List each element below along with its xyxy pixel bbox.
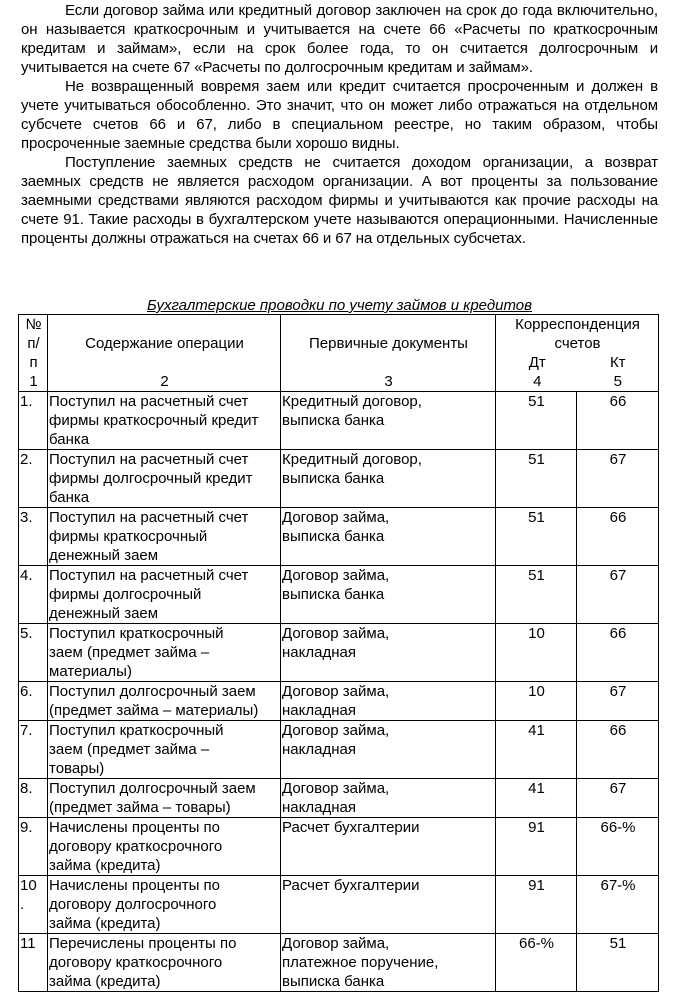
cell-line: Поступил краткосрочный	[49, 625, 224, 642]
cell-line: 1.	[20, 393, 33, 410]
table-row	[19, 721, 659, 779]
cell-line: 10	[20, 877, 37, 894]
cell-num	[19, 818, 48, 876]
cell-operation	[48, 682, 281, 721]
cell-line: Расчет бухгалтерии	[282, 819, 420, 836]
cell-line: Начислены проценты по	[49, 819, 221, 836]
cell-line: (предмет займа – материалы)	[49, 702, 259, 719]
cell-num	[19, 624, 48, 682]
cell-line: выписка банка	[282, 586, 385, 603]
cell-debit: 91	[496, 876, 577, 934]
cell-debit: 51	[496, 566, 577, 624]
cell-line: платежное поручение,	[282, 954, 439, 971]
cell-line: 3.	[20, 509, 33, 526]
header-operation: Содержание операции 2	[48, 315, 281, 392]
cell-line: фирмы краткосрочный	[49, 528, 208, 545]
table-row	[19, 624, 659, 682]
paragraph-2: Не возвращенный вовремя заем или кредит считается просроченным и должен в учете учитываться обособленно. Это значит, что он может либо отражаться на отдельном субсчете счетов 66 и 67, либо в специальном реестре, но таким образом, чтобы просроченные заемные средства были хорошо видны.	[21, 78, 658, 152]
cell-line: Договор займа,	[282, 722, 390, 739]
cell-line: договору долгосрочного	[49, 896, 217, 913]
cell-line: 9.	[20, 819, 33, 836]
cell-line: Кредитный договор,	[282, 393, 422, 410]
cell-operation	[48, 450, 281, 508]
cell-line: товары)	[49, 760, 105, 777]
cell-credit: 67	[577, 779, 659, 818]
cell-line: фирмы долгосрочный кредит	[49, 470, 253, 487]
cell-documents	[281, 508, 496, 566]
cell-num	[19, 392, 48, 450]
cell-documents	[281, 779, 496, 818]
cell-line: Договор займа,	[282, 567, 390, 584]
cell-documents	[281, 934, 496, 992]
cell-line: Договор займа,	[282, 625, 390, 642]
cell-documents	[281, 566, 496, 624]
cell-line: Начислены проценты по	[49, 877, 221, 894]
cell-line: Поступил краткосрочный	[49, 722, 224, 739]
cell-line: Поступил на расчетный счет	[49, 393, 249, 410]
cell-line: заем (предмет займа –	[49, 741, 210, 758]
cell-documents	[281, 682, 496, 721]
cell-credit: 51	[577, 934, 659, 992]
cell-num	[19, 779, 48, 818]
cell-line: договору краткосрочного	[49, 954, 223, 971]
cell-line: Поступил на расчетный счет	[49, 509, 249, 526]
header-row	[19, 315, 659, 392]
cell-operation	[48, 721, 281, 779]
cell-line: договору краткосрочного	[49, 838, 223, 855]
cell-line: выписка банка	[282, 528, 385, 545]
cell-operation	[48, 876, 281, 934]
cell-num	[19, 566, 48, 624]
cell-debit: 91	[496, 818, 577, 876]
table-row	[19, 682, 659, 721]
cell-line: накладная	[282, 702, 356, 719]
table-row	[19, 779, 659, 818]
cell-operation	[48, 934, 281, 992]
cell-line: 5.	[20, 625, 33, 642]
cell-credit: 67	[577, 450, 659, 508]
cell-line: Договор займа,	[282, 683, 390, 700]
entries-table	[18, 314, 659, 992]
cell-debit: 51	[496, 508, 577, 566]
cell-line: выписка банка	[282, 470, 385, 487]
header-documents: Первичные документы 3	[281, 315, 496, 392]
cell-debit: 41	[496, 779, 577, 818]
cell-line: фирмы долгосрочный	[49, 586, 202, 603]
cell-line: Поступил долгосрочный заем	[49, 683, 256, 700]
cell-line: накладная	[282, 741, 356, 758]
cell-operation	[48, 508, 281, 566]
cell-credit: 67	[577, 682, 659, 721]
header-debit: Дт	[528, 354, 546, 371]
cell-credit: 66	[577, 624, 659, 682]
cell-debit: 66-%	[496, 934, 577, 992]
cell-line: Поступил долгосрочный заем	[49, 780, 256, 797]
cell-debit: 41	[496, 721, 577, 779]
cell-line: займа (кредита)	[49, 857, 161, 874]
cell-line: займа (кредита)	[49, 973, 161, 990]
cell-credit: 66	[577, 721, 659, 779]
cell-line: займа (кредита)	[49, 915, 161, 932]
cell-line: выписка банка	[282, 412, 385, 429]
table-row	[19, 876, 659, 934]
cell-line: .	[20, 896, 25, 913]
cell-line: накладная	[282, 799, 356, 816]
paragraph-3: Поступление заемных средств не считается доходом организации, а возврат заемных средств не является расходом организации. А вот проценты за пользование заемными средствами являются расходом фирмы и учитываются как прочие расходы на счете 91. Такие расходы в бухгалтерском учете называются операционными. Начисленные проценты должны отражаться на счетах 66 и 67 на отдельных субсчетах.	[21, 154, 658, 247]
cell-num	[19, 934, 48, 992]
cell-line: 8.	[20, 780, 33, 797]
cell-debit: 10	[496, 624, 577, 682]
cell-operation	[48, 818, 281, 876]
cell-debit: 10	[496, 682, 577, 721]
paragraph-1: Если договор займа или кредитный договор заключен на срок до года включительно, он называется краткосрочным и учитывается на счете 66 «Расчеты по краткосрочным кредитам и займам», если на срок более года, то он считается долгосрочным и учитывается на счете 67 «Расчеты по долгосрочным кредитам и займам».	[21, 2, 658, 76]
cell-line: Поступил на расчетный счет	[49, 567, 249, 584]
table-row	[19, 566, 659, 624]
table-row	[19, 818, 659, 876]
intro-text	[21, 1, 658, 248]
cell-line: фирмы краткосрочный кредит	[49, 412, 259, 429]
cell-line: (предмет займа – товары)	[49, 799, 231, 816]
cell-documents	[281, 624, 496, 682]
cell-line: выписка банка	[282, 973, 385, 990]
cell-line: денежный заем	[49, 547, 159, 564]
table-row	[19, 934, 659, 992]
cell-line: Договор займа,	[282, 509, 390, 526]
cell-num	[19, 876, 48, 934]
cell-documents	[281, 876, 496, 934]
cell-line: 7.	[20, 722, 33, 739]
table-row	[19, 450, 659, 508]
cell-documents	[281, 721, 496, 779]
cell-credit: 67	[577, 566, 659, 624]
cell-debit: 51	[496, 392, 577, 450]
cell-debit: 51	[496, 450, 577, 508]
table-caption: Бухгалтерские проводки по учету займов и кредитов	[147, 297, 532, 314]
cell-line: Расчет бухгалтерии	[282, 877, 420, 894]
cell-line: 6.	[20, 683, 33, 700]
cell-line: денежный заем	[49, 605, 159, 622]
cell-operation	[48, 566, 281, 624]
cell-line: материалы)	[49, 663, 132, 680]
cell-line: заем (предмет займа –	[49, 644, 210, 661]
cell-line: 4.	[20, 567, 33, 584]
cell-credit: 66	[577, 508, 659, 566]
cell-line: Поступил на расчетный счет	[49, 451, 249, 468]
cell-line: Договор займа,	[282, 935, 390, 952]
cell-documents	[281, 392, 496, 450]
header-credit: Кт	[609, 354, 626, 371]
cell-documents	[281, 818, 496, 876]
cell-line: банка	[49, 431, 90, 448]
cell-credit: 66-%	[577, 818, 659, 876]
cell-operation	[48, 392, 281, 450]
cell-num	[19, 450, 48, 508]
cell-line: Перечислены проценты по	[49, 935, 237, 952]
cell-credit: 67-%	[577, 876, 659, 934]
cell-operation	[48, 779, 281, 818]
cell-num	[19, 508, 48, 566]
cell-line: 11	[20, 935, 36, 952]
cell-operation	[48, 624, 281, 682]
cell-num	[19, 721, 48, 779]
cell-credit: 66	[577, 392, 659, 450]
cell-line: 2.	[20, 451, 33, 468]
header-correspondence: Корреспонденция счетов Дт Кт 4 5	[496, 315, 659, 392]
cell-num	[19, 682, 48, 721]
cell-documents	[281, 450, 496, 508]
table-row	[19, 508, 659, 566]
cell-line: банка	[49, 489, 90, 506]
cell-line: Кредитный договор,	[282, 451, 422, 468]
table-row	[19, 392, 659, 450]
cell-line: Договор займа,	[282, 780, 390, 797]
cell-line: накладная	[282, 644, 356, 661]
header-num: № п/ п 1	[19, 315, 48, 392]
